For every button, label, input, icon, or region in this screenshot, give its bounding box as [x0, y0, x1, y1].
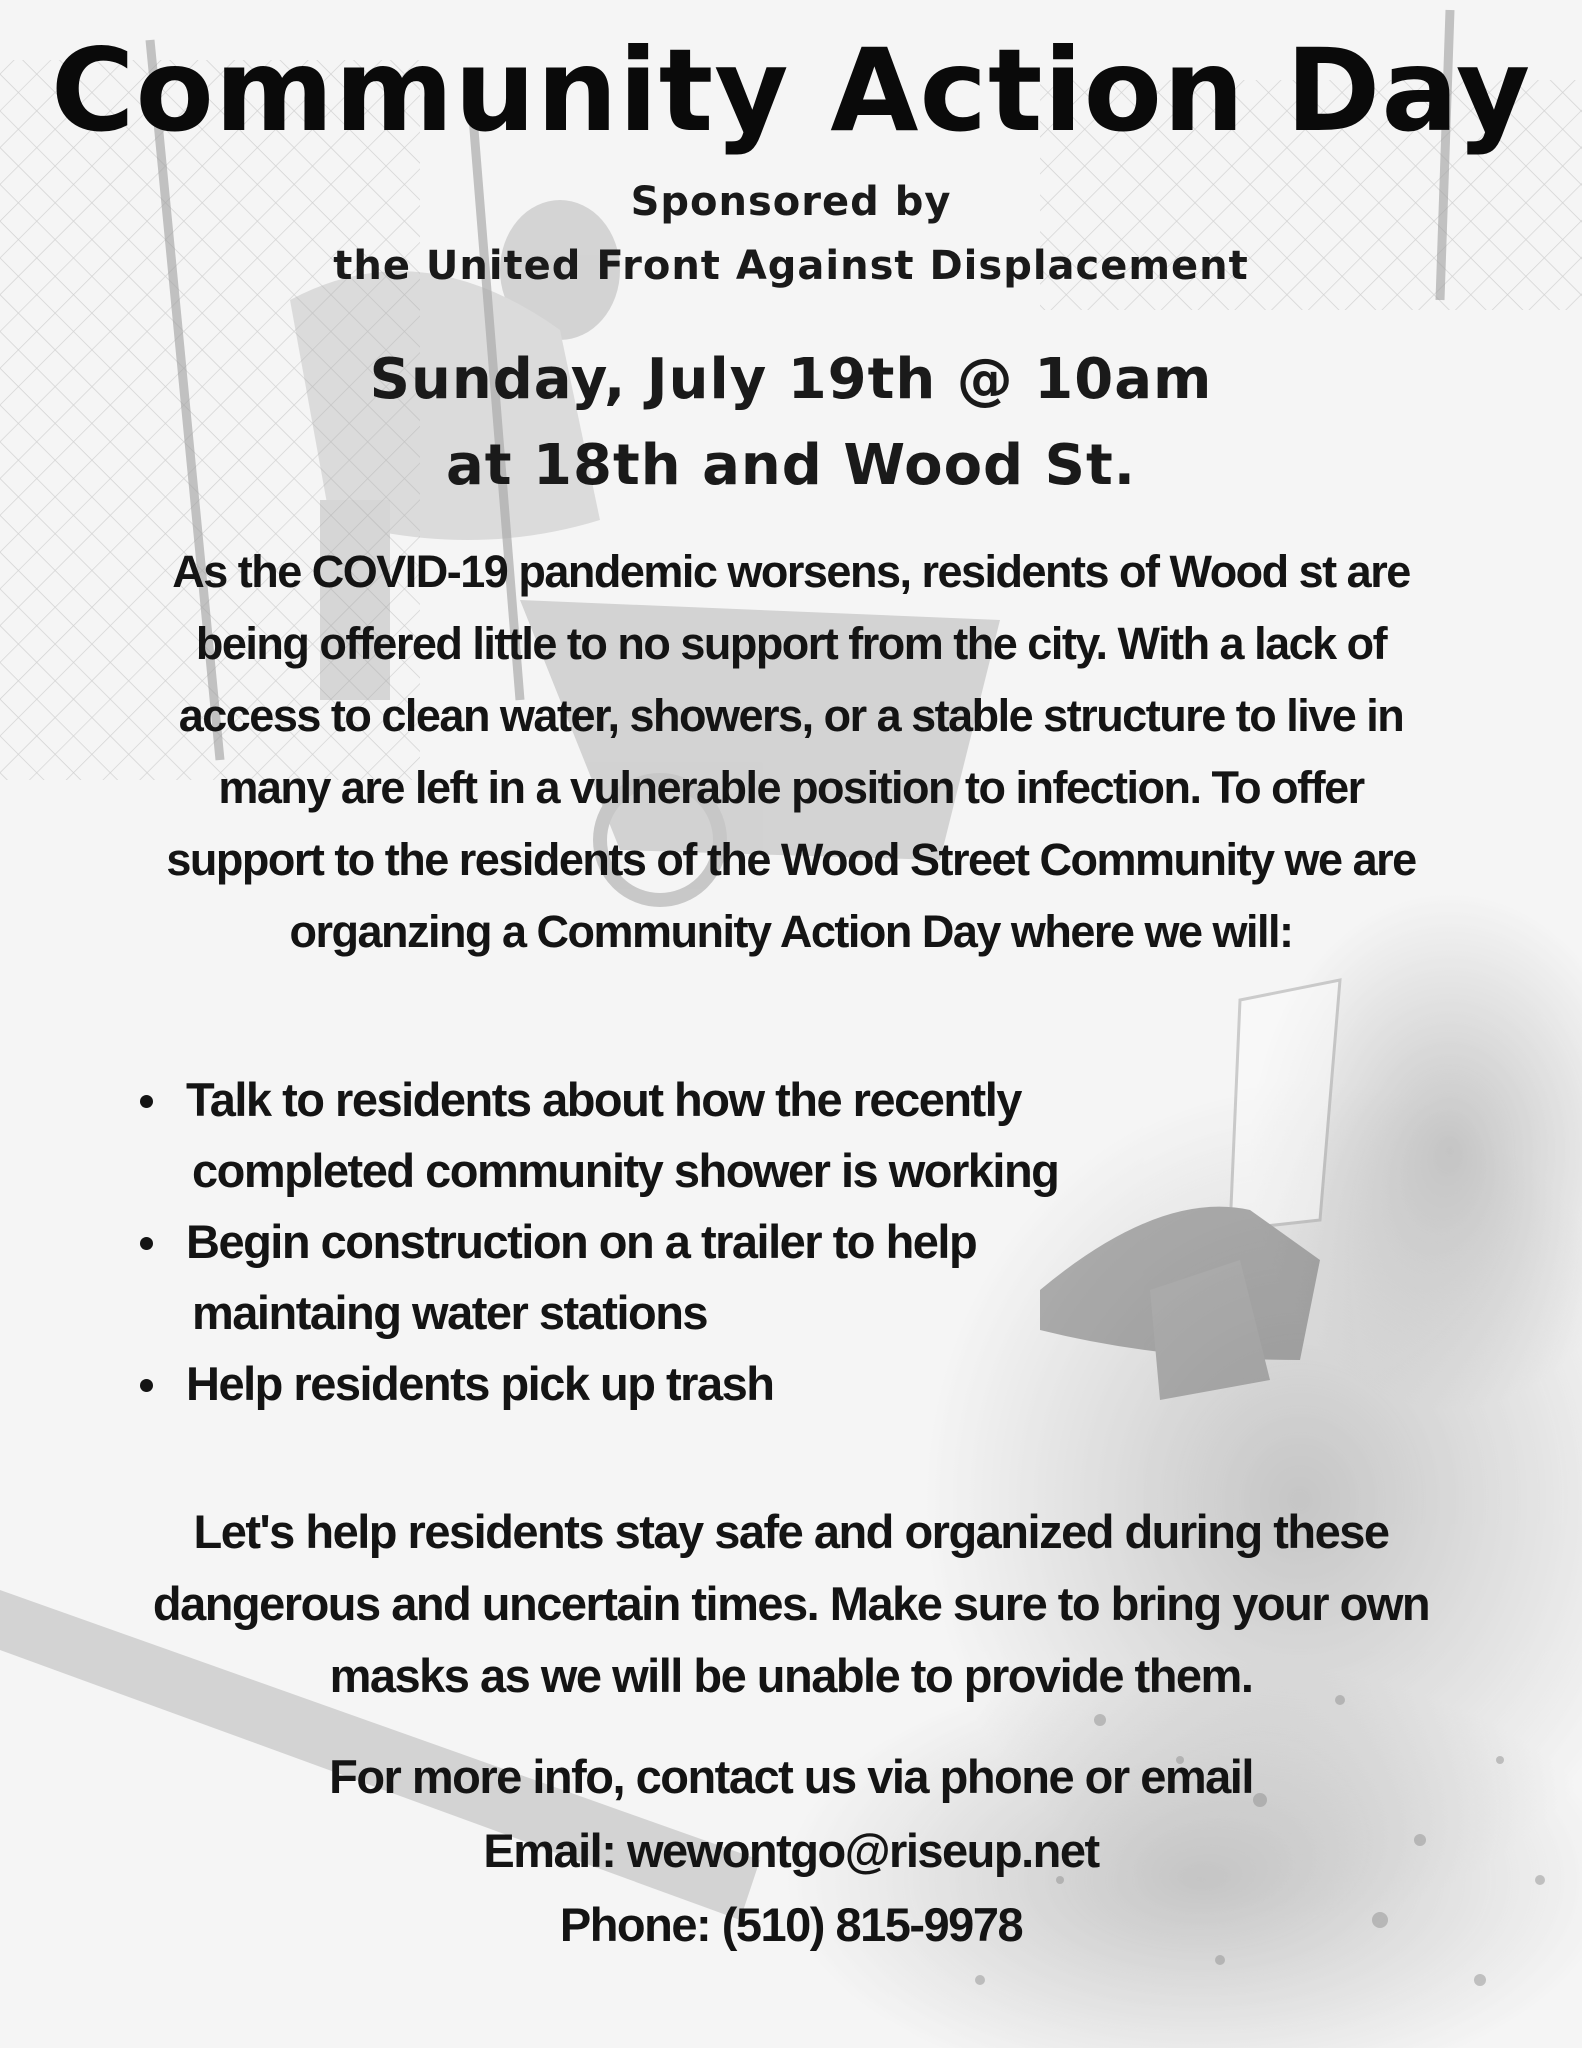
- closing-line: Let's help residents stay safe and organized during these: [193, 1505, 1389, 1558]
- contact-phone: Phone: (510) 815-9978: [559, 1898, 1023, 1951]
- closing-line: dangerous and uncertain times. Make sure to bring your own: [152, 1577, 1430, 1630]
- list-item-text-cont: maintaing water stations: [192, 1286, 708, 1339]
- intro-paragraph: [90, 536, 1492, 968]
- list-item-text: Talk to residents about how the recently: [186, 1073, 1021, 1126]
- sponsor-line-2: the United Front Against Displacement: [333, 243, 1249, 289]
- intro-line: being offered little to no support from the city. With a lack of: [195, 618, 1387, 669]
- bullet-dot-icon: [140, 1095, 153, 1108]
- list-item: [140, 1348, 1140, 1419]
- list-item-text-cont: completed community shower is working: [192, 1144, 1059, 1197]
- list-item: [140, 1064, 1140, 1206]
- list-item-text: Help residents pick up trash: [186, 1357, 774, 1410]
- intro-line: many are left in a vulnerable position to infection. To offer: [218, 762, 1364, 813]
- intro-line: As the COVID-19 pandemic worsens, residents of Wood st are: [172, 546, 1410, 597]
- activity-list: [140, 1064, 1140, 1419]
- event-location: at 18th and Wood St.: [445, 433, 1137, 498]
- closing-paragraph: [100, 1496, 1482, 1712]
- intro-line: organzing a Community Action Day where we will:: [289, 906, 1293, 957]
- closing-line: masks as we will be unable to provide them.: [329, 1649, 1253, 1702]
- sponsor-line-1: Sponsored by: [630, 179, 952, 225]
- flyer-title: Community Action Day: [50, 24, 1532, 157]
- contact-email: Email: wewontgo@riseup.net: [483, 1824, 1099, 1877]
- contact-block: [0, 1740, 1582, 1962]
- bullet-dot-icon: [140, 1237, 153, 1250]
- event-date-time: Sunday, July 19th @ 10am: [369, 347, 1213, 412]
- intro-line: support to the residents of the Wood Street Community we are: [166, 834, 1416, 885]
- list-item: [140, 1206, 1140, 1348]
- bullet-dot-icon: [140, 1379, 153, 1392]
- intro-line: access to clean water, showers, or a stable structure to live in: [178, 690, 1404, 741]
- contact-heading: For more info, contact us via phone or email: [329, 1750, 1253, 1803]
- list-item-text: Begin construction on a trailer to help: [186, 1215, 977, 1268]
